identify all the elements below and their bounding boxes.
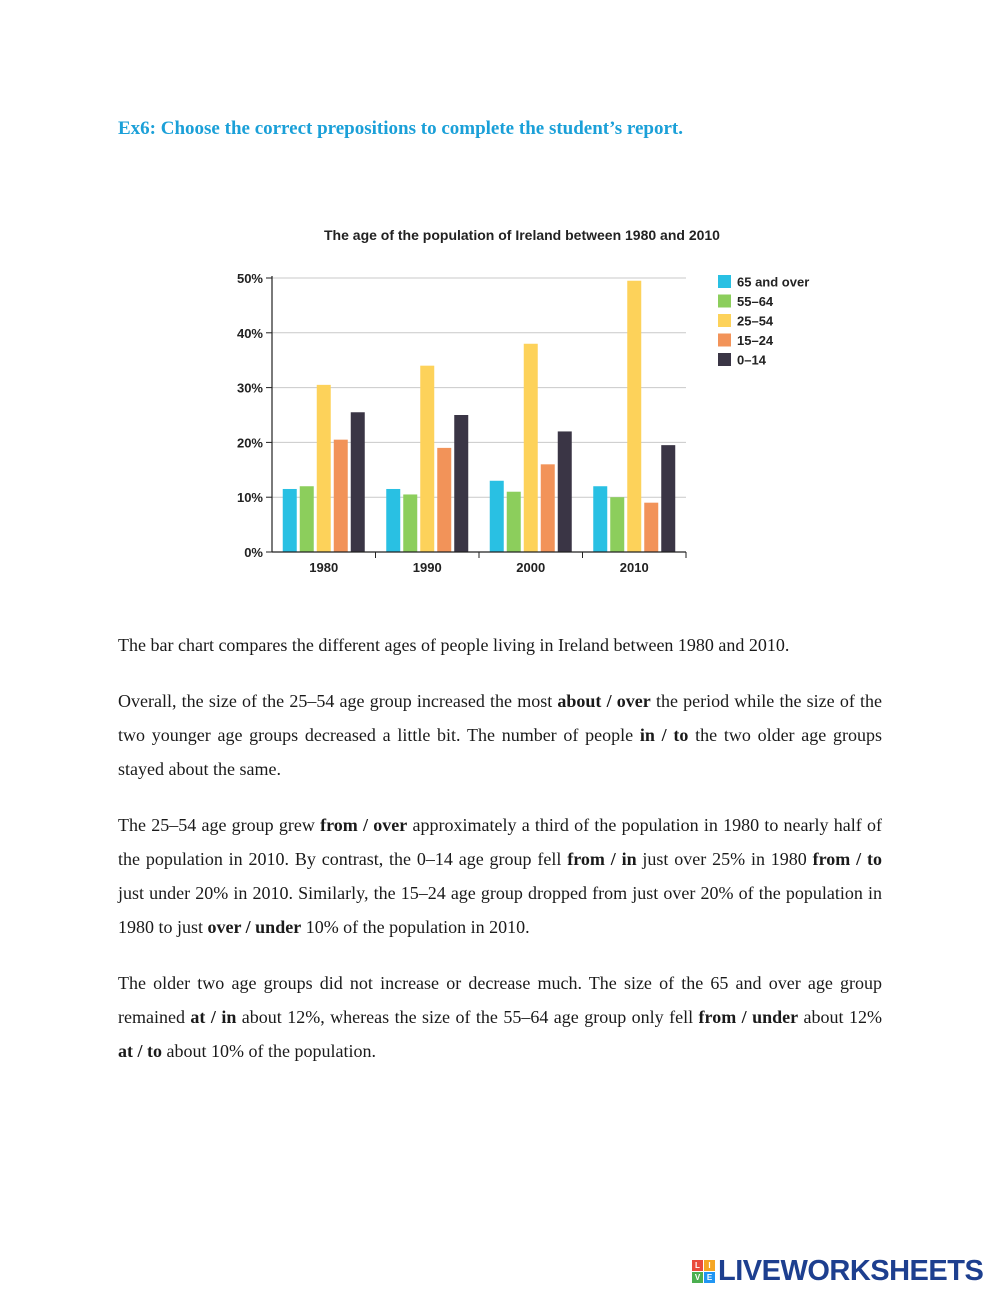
preposition-choice[interactable]: at / in xyxy=(190,1007,237,1027)
preposition-choice[interactable]: over / under xyxy=(207,917,302,937)
paragraph-older-groups xyxy=(118,966,882,1068)
bar-2000-0 xyxy=(490,481,504,552)
text: approximately a third of the population in 1980 to nearly half of the population in 2010. By contrast, the 0–14 age group fell xyxy=(118,815,882,869)
legend-swatch xyxy=(718,353,731,366)
paragraph-intro: The bar chart compares the different ages of people living in Ireland between 1980 and 2010. xyxy=(118,635,790,655)
x-tick-label: 1980 xyxy=(309,560,339,575)
legend-label: 0–14 xyxy=(737,352,766,368)
bar-2010-0 xyxy=(593,486,607,552)
y-tick-label: 50% xyxy=(236,271,263,286)
text: just under 20% in 2010. Similarly, the 15–24 age group dropped from just over 20% of the population in 1980 to just xyxy=(118,883,882,937)
bar-2010-1 xyxy=(610,497,624,552)
bar-1980-2 xyxy=(317,385,331,552)
x-tick-label: 2010 xyxy=(619,560,649,575)
x-tick-label: 1990 xyxy=(412,560,442,575)
bar-2000-1 xyxy=(507,492,521,552)
bar-1990-0 xyxy=(386,489,400,552)
text: about 12%, whereas the size of the 55–64 age group only fell xyxy=(236,1007,699,1027)
paragraph-overall xyxy=(118,684,882,786)
liveworksheets-logo xyxy=(692,1255,983,1288)
bar-2010-2 xyxy=(627,281,641,552)
exercise-heading: Ex6: Choose the correct prepositions to complete the student’s report. xyxy=(118,118,683,139)
x-tick-label: 2000 xyxy=(516,560,546,575)
text: the period while the size of the two younger age groups decreased a little bit. The number of people xyxy=(118,691,883,745)
text: just over 25% in 1980 xyxy=(636,849,813,869)
y-tick-label: 40% xyxy=(236,325,263,341)
bar-2010-3 xyxy=(644,503,658,552)
y-tick-label: 0% xyxy=(244,545,263,560)
bar-chart xyxy=(220,220,820,590)
legend-swatch xyxy=(718,314,731,327)
text: The older two age groups did not increase or decrease much. The size of the 65 and over age group remained xyxy=(118,973,882,1027)
legend-label: 65 and over xyxy=(737,274,810,290)
logo-text: LIVEWORKSHEETS xyxy=(718,1255,984,1287)
chart-bars xyxy=(283,281,676,552)
text: The 25–54 age group grew xyxy=(118,815,321,835)
preposition-choice[interactable]: from / to xyxy=(812,849,882,869)
logo-badge-icon xyxy=(692,1260,715,1283)
y-tick-label: 30% xyxy=(236,380,263,396)
bar-2010-4 xyxy=(661,445,675,552)
preposition-choice[interactable]: in / to xyxy=(639,725,689,745)
bar-1990-4 xyxy=(454,415,468,552)
preposition-choice[interactable]: from / over xyxy=(320,815,408,835)
text: about 10% of the population. xyxy=(162,1041,376,1061)
bar-1990-2 xyxy=(420,366,434,552)
text: 10% of the population in 2010. xyxy=(301,917,530,937)
preposition-choice[interactable]: about / over xyxy=(557,691,651,711)
logo-badge-letter: V xyxy=(692,1272,703,1283)
legend-swatch xyxy=(718,334,731,347)
text: Overall, the size of the 25–54 age group increased the most xyxy=(118,691,558,711)
legend-label: 55–64 xyxy=(737,294,774,309)
chart-legend xyxy=(718,275,809,368)
text: about 12% xyxy=(798,1007,882,1027)
bar-1980-1 xyxy=(300,486,314,552)
legend-swatch xyxy=(718,295,731,308)
y-tick-label: 10% xyxy=(236,490,263,506)
logo-badge-letter: I xyxy=(704,1260,715,1271)
chart-title: The age of the population of Ireland between 1980 and 2010 xyxy=(324,227,720,243)
logo-badge-letter: L xyxy=(692,1260,703,1271)
preposition-choice[interactable]: from / in xyxy=(567,849,637,869)
text: the two older age groups stayed about the same. xyxy=(118,725,882,779)
bar-2000-2 xyxy=(524,344,538,552)
y-tick-label: 20% xyxy=(236,435,263,451)
preposition-choice[interactable]: from / under xyxy=(698,1007,799,1027)
legend-label: 15–24 xyxy=(737,333,774,348)
preposition-choice[interactable]: at / to xyxy=(118,1041,162,1061)
legend-swatch xyxy=(718,275,731,288)
paragraph-details xyxy=(118,808,882,944)
bar-1980-4 xyxy=(351,412,365,552)
bar-2000-3 xyxy=(541,464,555,552)
legend-label: 25–54 xyxy=(737,313,774,329)
bar-1980-3 xyxy=(334,440,348,552)
bar-1990-1 xyxy=(403,494,417,552)
logo-badge-letter: E xyxy=(704,1272,715,1283)
bar-1990-3 xyxy=(437,448,451,552)
bar-2000-4 xyxy=(558,431,572,552)
bar-1980-0 xyxy=(283,489,297,552)
